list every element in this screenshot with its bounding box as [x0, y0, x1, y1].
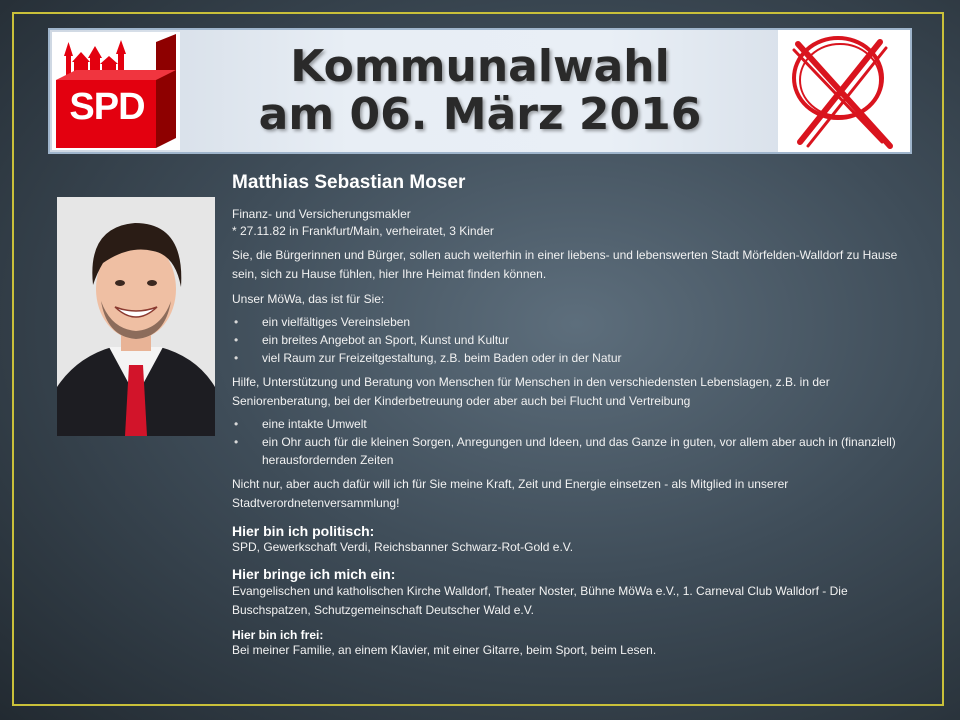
candidate-photo	[57, 197, 215, 436]
moewa-paragraph: Unser MöWa, das ist für Sie:	[232, 292, 385, 306]
list-item: • viel Raum zur Freizeitgestaltung, z.B. beim Baden oder in der Natur	[232, 349, 912, 367]
hilfe-paragraph: Hilfe, Unterstützung und Beratung von Menschen für Menschen in den verschiedensten Lebenslagen, z.B. in der Seniorenberatung, bei der Kinderbetreuung oder aber auch bei Flucht und Vertreibung	[232, 375, 830, 408]
bullet-list-1	[232, 313, 912, 367]
candidate-birth: * 27.11.82 in Frankfurt/Main, verheiratet, 3 Kinder	[232, 224, 494, 238]
spd-logo	[52, 32, 180, 150]
list-item: • ein Ohr auch für die kleinen Sorgen, Anregungen und Ideen, und das Ganze in guten, vor allem aber auch in (finanziell) herausfordernden Zeiten	[232, 433, 912, 469]
ballot-cross-icon	[778, 30, 910, 152]
title-line-1: Kommunalwahl	[290, 41, 670, 92]
politisch-text: SPD, Gewerkschaft Verdi, Reichsbanner Schwarz-Rot-Gold e.V.	[232, 540, 574, 554]
engagement-heading: Hier bringe ich mich ein:	[232, 566, 396, 582]
intro-paragraph: Sie, die Bürgerinnen und Bürger, sollen auch weiterhin in einer liebens- und lebenswerten Stadt Mörfelden-Walldorf zu Hause sein, sich zu Hause fühlen, hier Ihre Heimat finden können.	[232, 248, 898, 281]
list-item: • ein vielfältiges Vereinsleben	[232, 313, 912, 331]
page-title	[190, 32, 770, 150]
engagement-paragraph: Nicht nur, aber auch dafür will ich für Sie meine Kraft, Zeit und Energie einsetzen - als Mitglied in unserer Stadtverordnetenversammlung!	[232, 477, 789, 510]
bullet-list-2	[232, 415, 912, 469]
list-item: • eine intakte Umwelt	[232, 415, 912, 433]
title-line-2: am 06. März 2016	[258, 89, 702, 140]
candidate-profession: Finanz- und Versicherungsmakler	[232, 207, 411, 221]
frei-heading: Hier bin ich frei:	[232, 628, 324, 642]
engagement-text: Evangelischen und katholischen Kirche Walldorf, Theater Noster, Bühne MöWa e.V., 1. Carneval Club Walldorf - Die Buschspatzen, Schutzgemeinschaft Deutscher Wald e.V.	[232, 584, 848, 617]
frei-text: Bei meiner Familie, an einem Klavier, mit einer Gitarre, beim Sport, beim Lesen.	[232, 643, 657, 657]
candidate-info	[232, 170, 912, 659]
list-item: • ein breites Angebot an Sport, Kunst und Kultur	[232, 331, 912, 349]
politisch-heading: Hier bin ich politisch:	[232, 523, 375, 539]
logo-text: SPD	[69, 86, 145, 128]
candidate-name: Matthias Sebastian Moser	[232, 172, 466, 193]
